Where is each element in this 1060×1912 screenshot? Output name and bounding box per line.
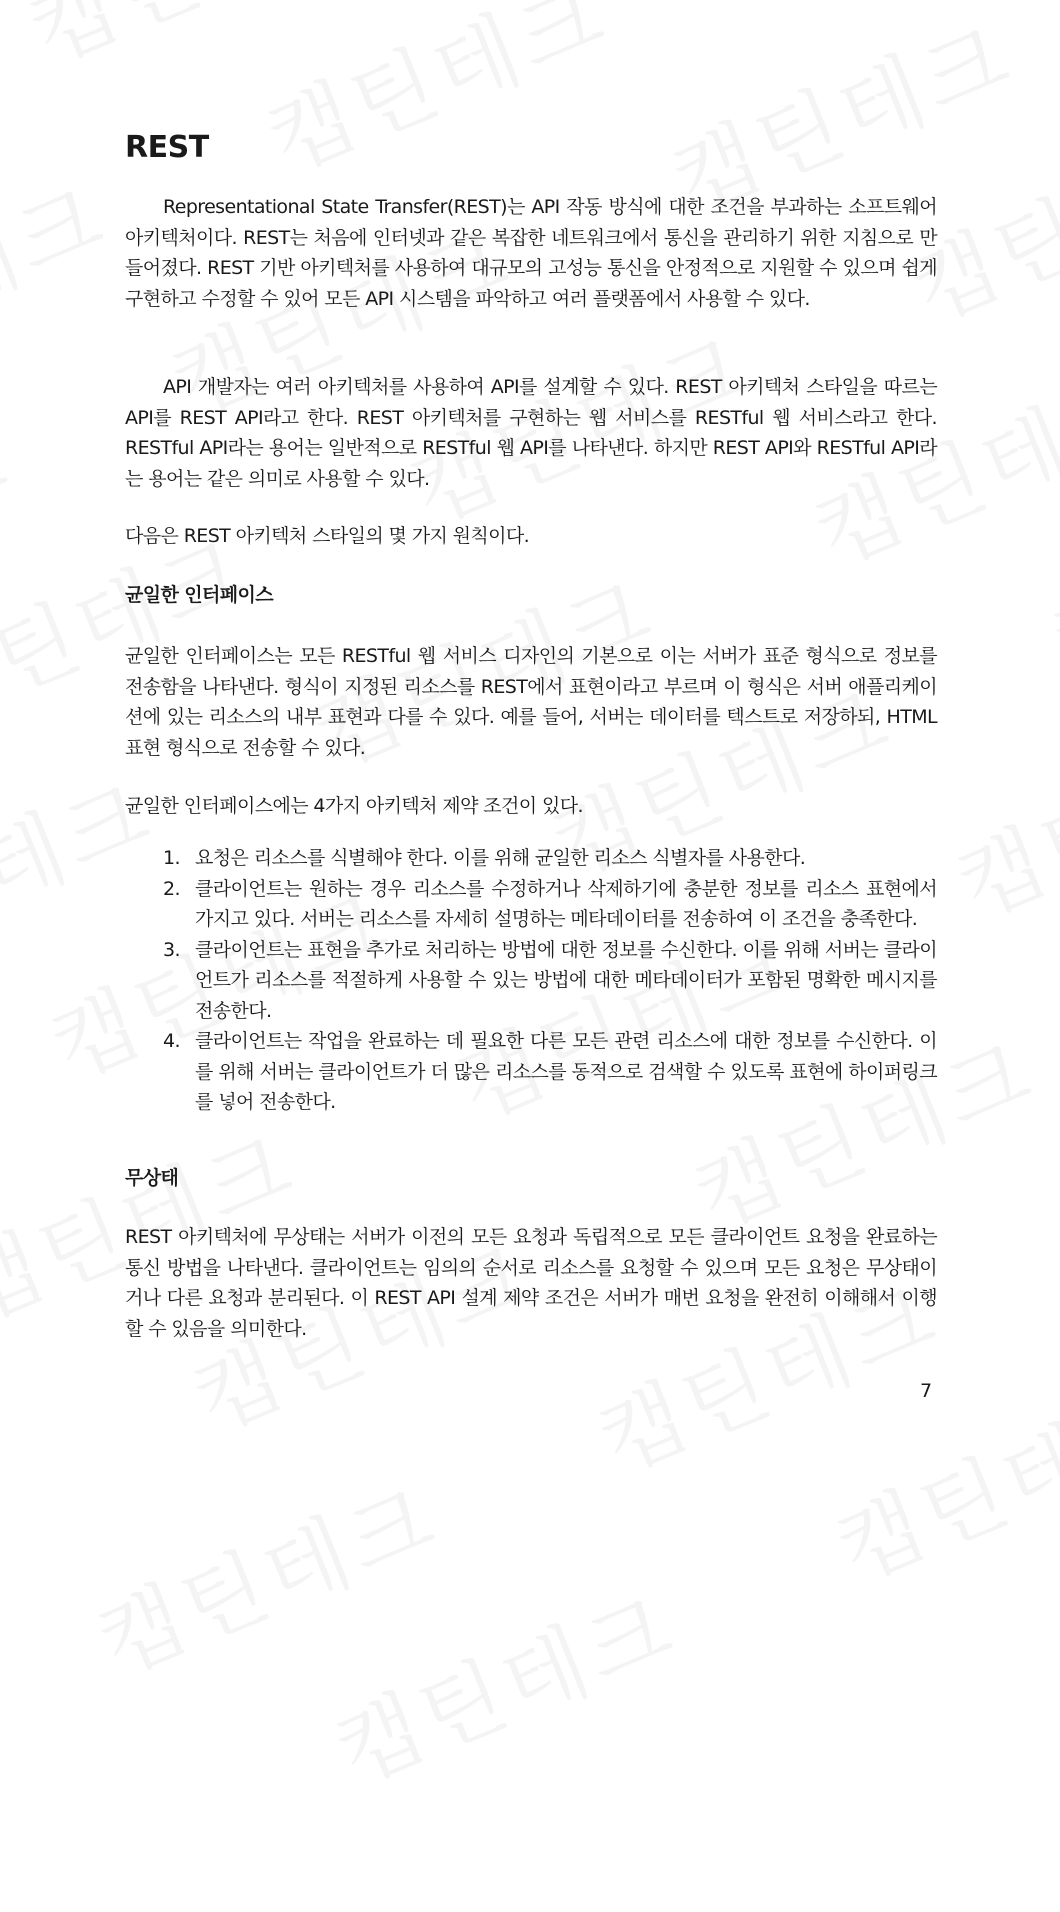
list-item bbox=[163, 935, 937, 1027]
watermark-row bbox=[0, 0, 1060, 679]
list-item-text: 클라이언트는 원하는 경우 리소스를 수정하거나 삭제하기에 충분한 정보를 리소스 표현에서 가지고 있다. 서버는 리소스를 자세히 설명하는 메타데이터를 전송하여 이 조건을 충족한다. bbox=[195, 877, 937, 930]
list-item bbox=[163, 874, 937, 935]
stateless-paragraph-1: REST 아키텍처에 무상태는 서버가 이전의 모든 요청과 독립적으로 모든 클라이언트 요청을 완료하는 통신 방법을 나타낸다. 클라이언트는 임의의 순서로 리소스를 요청할 수 있으며 모든 요청은 무상태이거나 다른 요청과 분리된다. 이 REST API 설계 제약 조건은 서버가 매번 요청을 완전히 이해해서 이행할 수 있음을 의미한다. bbox=[125, 1226, 937, 1340]
constraints-list bbox=[163, 843, 937, 1118]
list-item-number: 4. bbox=[163, 1030, 180, 1052]
list-item bbox=[163, 843, 937, 874]
section-heading-stateless: 무상태 bbox=[125, 1167, 179, 1189]
page-number: 7 bbox=[920, 1380, 933, 1402]
list-item bbox=[163, 1026, 937, 1118]
list-item-text: 클라이언트는 표현을 추가로 처리하는 방법에 대한 정보를 수신한다. 이를 위해 서버는 클라이언트가 리소스를 적절하게 사용할 수 있는 방법에 대한 메타데이터가 포함된 명확한 메시지를 전송한다. bbox=[195, 938, 937, 1022]
intro-paragraph-3: 다음은 REST 아키텍처 스타일의 몇 가지 원칙이다. bbox=[125, 525, 530, 547]
list-item-text: 클라이언트는 작업을 완료하는 데 필요한 다른 모든 관련 리소스에 대한 정보를 수신한다. 이를 위해 서버는 클라이언트가 더 많은 리소스를 동적으로 검색할 수 있도록 표현에 하이퍼링크를 넣어 전송한다. bbox=[195, 1030, 937, 1113]
page-title: REST bbox=[125, 130, 209, 165]
section-heading-uniform-interface: 균일한 인터페이스 bbox=[125, 584, 274, 606]
list-item-number: 1. bbox=[163, 847, 180, 869]
list-item-number: 3. bbox=[163, 938, 180, 961]
intro-paragraph-1: Representational State Transfer(REST)는 API 작동 방식에 대한 조건을 부과하는 소프트웨어 아키텍처이다. REST는 처음에 인터넷과 같은 복잡한 네트워크에서 통신을 관리하기 위한 지침으로 만들어졌다. REST 기반 아키텍처를 사용하여 대규모의 고성능 통신을 안정적으로 지원할 수 있으며 쉽게 구현하고 수정할 수 있어 모든 API 시스템을 파악하고 여러 플랫폼에서 사용할 수 있다. bbox=[125, 196, 937, 310]
list-item-text: 요청은 리소스를 식별해야 한다. 이를 위해 균일한 리소스 식별자를 사용한다. bbox=[195, 847, 806, 869]
list-item-number: 2. bbox=[163, 877, 180, 900]
intro-paragraph-2: API 개발자는 여러 아키텍처를 사용하여 API를 설계할 수 있다. REST 아키텍처 스타일을 따르는 API를 REST API라고 한다. REST 아키텍처를 구현하는 웹 서비스를 RESTful 웹 서비스라고 한다. RESTful API라는 용어는 일반적으로 RESTful 웹 API를 나타낸다. 하지만 REST API와 RESTful API라는 용어는 같은 의미로 사용할 수 있다. bbox=[125, 376, 937, 490]
uniform-interface-paragraph-2: 균일한 인터페이스에는 4가지 아키텍처 제약 조건이 있다. bbox=[125, 795, 583, 817]
uniform-interface-paragraph-1: 균일한 인터페이스는 모든 RESTful 웹 서비스 디자인의 기본으로 이는 서버가 표준 형식으로 정보를 전송함을 나타낸다. 형식이 지정된 리소스를 REST에서 표현이라고 부르며 이 형식은 서버 애플리케이션에 있는 리소스의 내부 표현과 다를 수 있다. 예를 들어, 서버는 데이터를 텍스트로 저장하되, HTML 표현 형식으로 전송할 수 있다. bbox=[125, 645, 937, 759]
